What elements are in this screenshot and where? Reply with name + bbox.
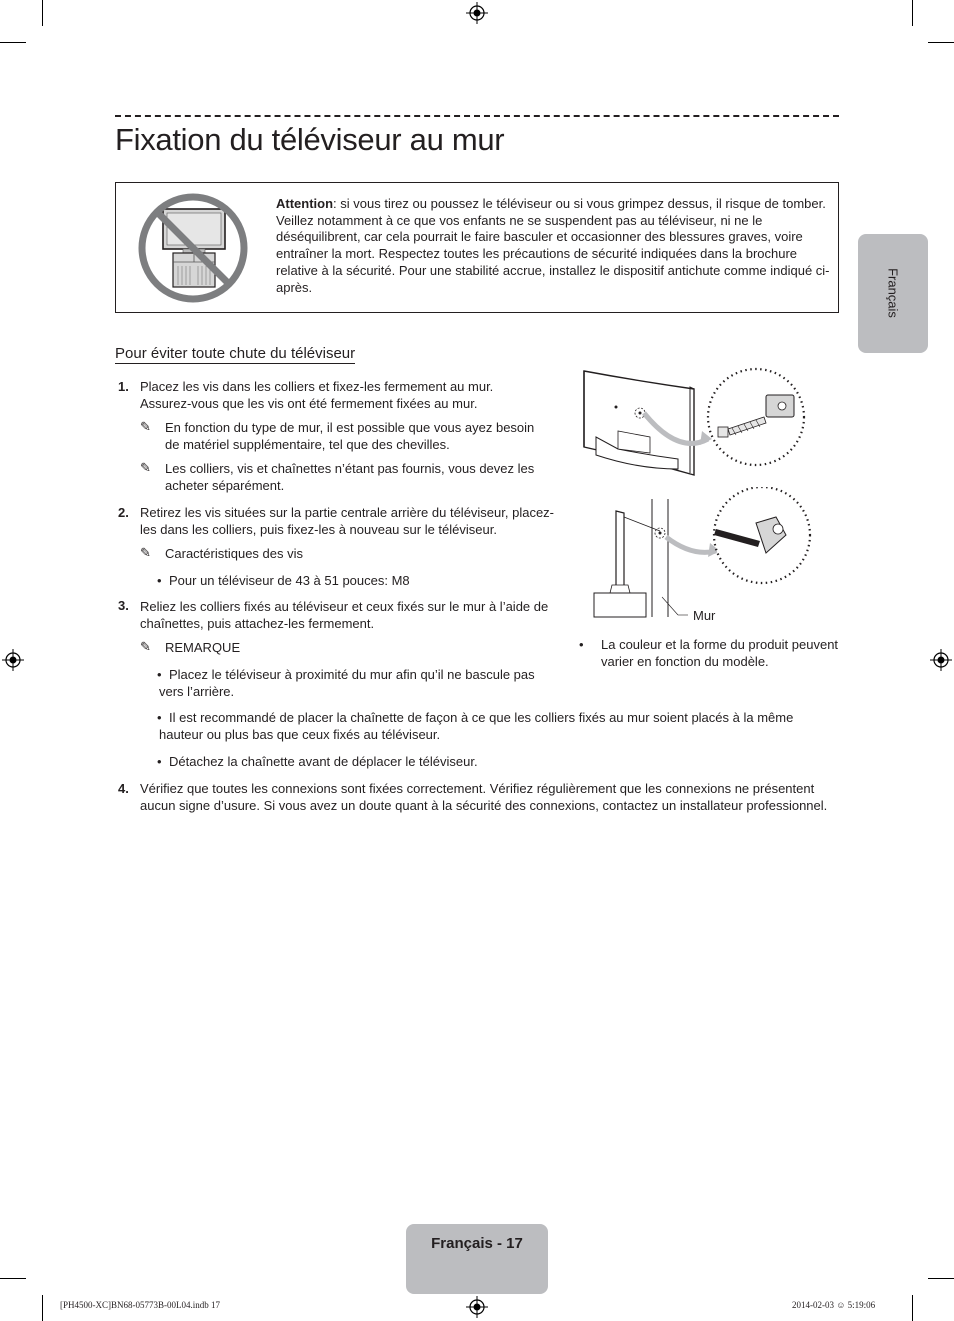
step-note: REMARQUE — [165, 640, 241, 655]
crop-mark — [928, 1278, 954, 1279]
tv-back-bracket-illustration — [578, 365, 810, 481]
page-number-label: Français - 17 — [431, 1235, 523, 1252]
language-side-tab — [858, 234, 928, 353]
step-text: Placez les vis dans les colliers et fixez-les fermement au mur. Assurez-vous que les vis ont été fermement fixées au mur. — [140, 379, 494, 411]
note-pencil-icon: ✎ — [140, 460, 151, 475]
step-text: Retirez les vis situées sur la partie centrale arrière du téléviseur, placez-les dans les colliers, puis fixez-les à nouveau sur le téléviseur. — [140, 505, 555, 537]
wall-label: Mur — [693, 608, 716, 623]
print-slug-right: 2014-02-03 ☺ 5:19:06 — [792, 1300, 876, 1310]
step-number: 4. — [118, 781, 129, 796]
bullet-dot: • — [157, 710, 162, 725]
bullet-dot: • — [157, 573, 162, 588]
tv-wall-chain-illustration — [580, 487, 812, 621]
crop-mark — [42, 0, 43, 26]
step-note: Les colliers, vis et chaînettes n’étant pas fournis, vous devez les acheter séparément. — [165, 461, 535, 493]
bullet-text: Détachez la chaînette avant de déplacer le téléviseur. — [169, 754, 478, 769]
step-number: 3. — [118, 598, 129, 613]
bullet-text: Il est recommandé de placer la chaînette de façon à ce que les colliers fixés au mur soient placés à la même hauteur ou plus bas que ceux fixés au téléviseur. — [159, 710, 794, 742]
bullet-text: Placez le téléviseur à proximité du mur afin qu’il ne bascule pas vers l’arrière. — [159, 667, 535, 699]
registration-mark-icon — [466, 2, 488, 24]
crop-mark — [42, 1295, 43, 1321]
step-note: En fonction du type de mur, il est possible que vous ayez besoin de matériel supplémentaire, tel que des chevilles. — [165, 420, 535, 452]
registration-mark-icon — [2, 649, 24, 671]
note-pencil-icon: ✎ — [140, 545, 151, 560]
warning-text — [276, 196, 832, 296]
bullet-dot: • — [157, 667, 162, 682]
note-pencil-icon: ✎ — [140, 419, 151, 434]
page-number-tab — [406, 1224, 548, 1294]
crop-mark — [0, 1278, 26, 1279]
bullet-dot: • — [579, 637, 584, 652]
crop-mark — [928, 42, 954, 43]
warning-label: Attention — [276, 196, 334, 211]
crop-mark — [912, 1295, 913, 1321]
figure-note: La couleur et la forme du produit peuvent varier en fonction du modèle. — [601, 637, 839, 669]
warning-box — [115, 182, 839, 313]
bullet-text: Pour un téléviseur de 43 à 51 pouces: M8 — [169, 573, 410, 588]
title-rule — [115, 115, 839, 117]
step-number: 2. — [118, 505, 129, 520]
no-climbing-tv-icon — [136, 191, 250, 305]
step-text: Reliez les colliers fixés au téléviseur et ceux fixés sur le mur à l’aide de chaînettes, puis attachez-les fermement. — [140, 599, 549, 631]
registration-mark-icon — [466, 1296, 488, 1318]
crop-mark — [0, 42, 26, 43]
print-slug-left: [PH4500-XC]BN68-05773B-00L04.indb 17 — [60, 1300, 220, 1310]
bullet-dot: • — [157, 754, 162, 769]
side-tab-label: Français — [885, 268, 901, 318]
step-number: 1. — [118, 379, 129, 394]
step-text: Vérifiez que toutes les connexions sont fixées correctement. Vérifiez régulièrement que les connexions ne présentent aucun signe d’usure. Si vous avez un doute quant à la sécurité des connexions, contactez un installateur professionnel. — [140, 781, 828, 813]
page-title: Fixation du téléviseur au mur — [115, 122, 505, 157]
registration-mark-icon — [930, 649, 952, 671]
step-note: Caractéristiques des vis — [165, 546, 303, 561]
warning-body: : si vous tirez ou poussez le téléviseur ou si vous grimpez dessus, il risque de tomber. Veillez notamment à ce que vos enfants ne se suspendent pas au téléviseur, ni ne le déséquilibrent, car cela pourrait le faire basculer et occasionner des blessures graves, voire entraîner la mort. Respectez toutes les précautions de sécurité indiquées dans la brochure relative à la sécurité. Pour une stabilité accrue, installez le dispositif antichute comme indiqué ci-après. — [276, 196, 830, 295]
crop-mark — [912, 0, 913, 26]
note-pencil-icon: ✎ — [140, 639, 151, 654]
section-heading: Pour éviter toute chute du téléviseur — [115, 345, 356, 362]
